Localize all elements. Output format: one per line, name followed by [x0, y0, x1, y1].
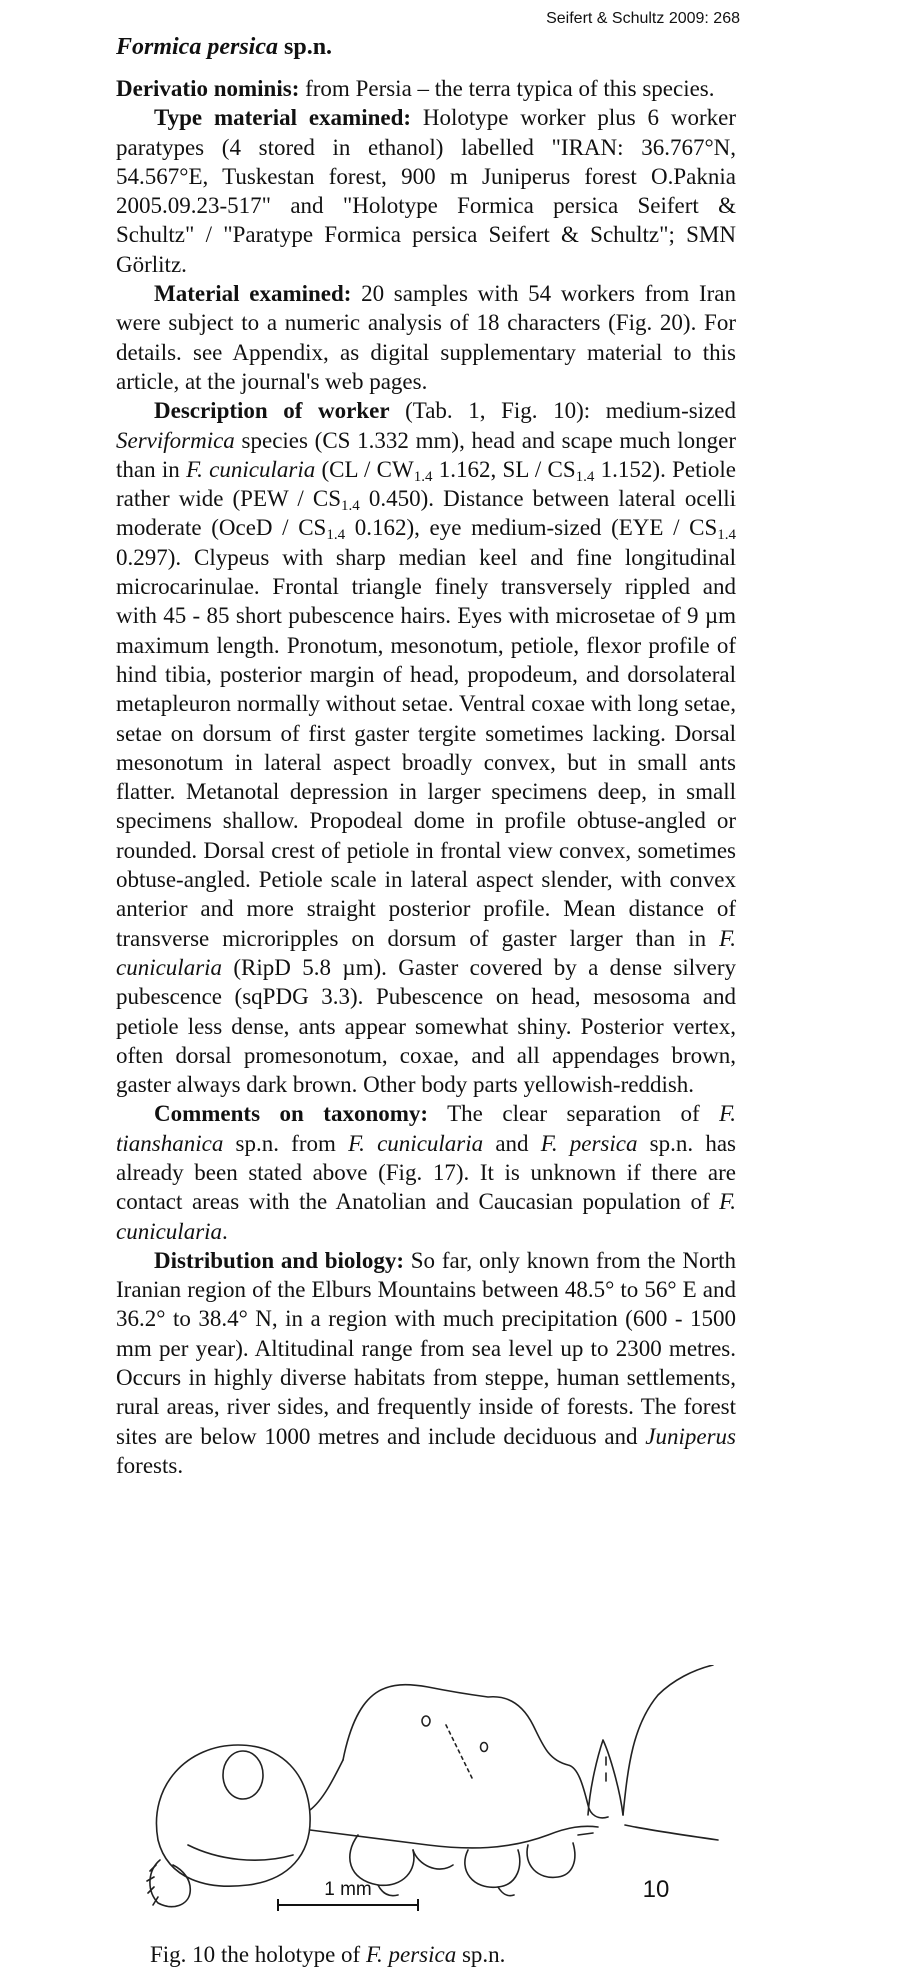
caption-figure-ref: Fig. 10 — [150, 1942, 216, 1967]
figure-ant-drawing — [128, 1665, 748, 1935]
scale-bar-label: 1 mm — [324, 1879, 372, 1900]
species-name: F. tianshanica — [116, 1101, 736, 1156]
caption-text: sp.n. — [456, 1942, 506, 1967]
figure-number: 10 — [642, 1876, 670, 1903]
comments-label: Comments on taxonomy: — [154, 1101, 429, 1127]
description-text: 1.152). Petiole rather wide (PEW / CS — [116, 456, 736, 512]
subscript: 1.4 — [717, 527, 737, 544]
caption-text: the holotype of — [215, 1942, 366, 1967]
species-title — [116, 32, 736, 62]
description-text: (CL / CW — [315, 456, 414, 482]
species-name: F. persica — [540, 1130, 638, 1156]
subscript: 1.4 — [341, 498, 360, 515]
description-text: 0.450). Distance between lateral ocelli moderate (OceD / CS — [116, 486, 737, 541]
ant-eye — [223, 1751, 263, 1799]
comments-text: and — [483, 1130, 541, 1156]
ant-spiracle — [481, 1743, 488, 1752]
text-column — [116, 32, 736, 1480]
description-text: (Tab. 1, Fig. 10): medium-sized — [389, 398, 736, 424]
species-name: F. cunicularia — [186, 456, 316, 482]
subscript: 1.4 — [575, 468, 595, 485]
ant-mesosoma-outline — [343, 1685, 608, 1818]
comments-text: sp.n. has already been stated above (Fig. 17). It is unknown if there are contact areas with the Anatolian and Caucasian population of — [116, 1130, 736, 1215]
derivatio-label: Derivatio nominis: — [116, 76, 300, 101]
derivatio-paragraph — [116, 74, 736, 103]
comments-text: sp.n. from — [223, 1130, 349, 1156]
description-text: species (CS 1.332 mm), head and scape much longer than in — [116, 427, 736, 482]
type-material-paragraph — [116, 103, 736, 279]
ant-suture — [446, 1725, 473, 1780]
ant-neck — [310, 1760, 343, 1810]
type-material-label: Type material examined: — [154, 105, 412, 131]
description-paragraph — [116, 396, 736, 1099]
description-text: 0.297). Clypeus with sharp median keel and fine longitudinal microcarinulae. Frontal triangle finely transversely rippled and with 45 - 85 short pubescence hairs. Eyes with microsetae of 9 µm maximum length. Pronotum, mesonotum, petiole, flexor profile of hind tibia, posterior margin of head, propodeum, and dorsolateral metapleuron normally without setae. Ventral coxae with long setae, setae on dorsum of first gaster tergite sometimes lacking. Dorsal mesonotum in lateral aspect broadly convex, but in small ants flatter. Metanotal depression in larger specimens deep, in small specimens shallow. Propodeal dome in profile obtuse-angled or rounded. Dorsal crest of petiole in frontal view convex, sometimes obtuse-angled. Petiole scale in lateral aspect slender, with convex anterior and more straight posterior profile. Mean distance of transverse microripples on dorsum of gaster larger than in — [116, 544, 736, 951]
description-text: 1.162, SL / CS — [432, 456, 576, 482]
figure-caption — [150, 1942, 770, 1968]
description-text: 0.162), eye medium-sized (EYE / CS — [345, 515, 718, 541]
type-material-text: Holotype worker plus 6 worker paratypes (4 stored in ethanol) labelled "IRAN: 36.767°N, 54.567°E, Tuskestan forest, 900 m Juniperus forest O.Paknia 2005.09.23-517" and "Holotype Formica persica Seifert & Schultz" / "Paratype Formica persica Seifert & Schultz"; SMN Görlitz. — [116, 105, 737, 277]
ant-mesosoma-ventral — [310, 1826, 598, 1848]
comments-text: The clear separation of — [428, 1101, 720, 1127]
species-name: F. cunicularia — [348, 1130, 484, 1156]
ant-hind-leg — [578, 1833, 593, 1835]
distribution-paragraph — [116, 1246, 736, 1480]
description-text: (RipD 5.8 µm). Gaster covered by a dense silvery pubescence (sqPDG 3.3). Pubescence on head, mesosoma and petiole less dense, ants appear somewhat shiny. Posterior vertex, often dorsal promesonotum, coxae, and all appendages brown, gaster always dark brown. Other body parts yellowish-reddish. — [116, 954, 736, 1098]
ant-lateral-view-drawing — [128, 1665, 748, 1935]
scale-bar — [278, 1899, 418, 1911]
ant-gaster-outline — [623, 1665, 713, 1815]
species-name: F. cunicularia — [116, 925, 736, 980]
ant-head-outline — [156, 1745, 310, 1886]
species-name: F. persica — [365, 1942, 457, 1967]
distribution-text: forests. — [116, 1452, 184, 1478]
description-label: Description of worker — [154, 398, 390, 424]
ant-spiracle — [422, 1716, 430, 1726]
derivatio-text: from Persia – the terra typica of this species. — [299, 76, 715, 101]
genus-name: Juniperus — [645, 1423, 736, 1449]
genus-name: Serviformica — [116, 427, 235, 453]
title-suffix: sp.n. — [278, 34, 333, 60]
subscript: 1.4 — [413, 468, 433, 485]
material-text: 20 samples with 54 workers from Iran were subject to a numeric analysis of 18 characters (Fig. 20). For details. see Appendix, as digital supplementary material to this article, at the journal's web pages. — [116, 281, 736, 394]
title-species-name: Formica persica — [116, 34, 278, 60]
ant-gaster-ventral — [625, 1825, 718, 1840]
species-name: F. cunicularia — [116, 1189, 736, 1244]
ant-fore-leg — [413, 1850, 453, 1869]
ant-hind-coxa — [527, 1843, 575, 1877]
distribution-text: So far, only known from the North Iranian region of the Elburs Mountains between 48.5° to 56° E and 36.2° to 38.4° N, in a region with much precipitation (600 - 1500 mm per year). Altitudinal range from sea level up to 2300 metres. Occurs in highly diverse habitats from steppe, human settlements, rural areas, river sides, and frequently inside of forests. The forest sites are below 1000 metres and include deciduous and — [116, 1247, 736, 1449]
comments-text: . — [222, 1218, 228, 1244]
comments-paragraph — [116, 1099, 736, 1245]
running-head: Seifert & Schultz 2009: 268 — [546, 10, 740, 27]
ant-mid-coxa — [465, 1850, 520, 1887]
subscript: 1.4 — [326, 527, 346, 544]
material-label: Material examined: — [154, 281, 352, 307]
material-paragraph — [116, 279, 736, 396]
distribution-label: Distribution and biology: — [154, 1247, 404, 1273]
ant-head-detail — [188, 1845, 293, 1860]
